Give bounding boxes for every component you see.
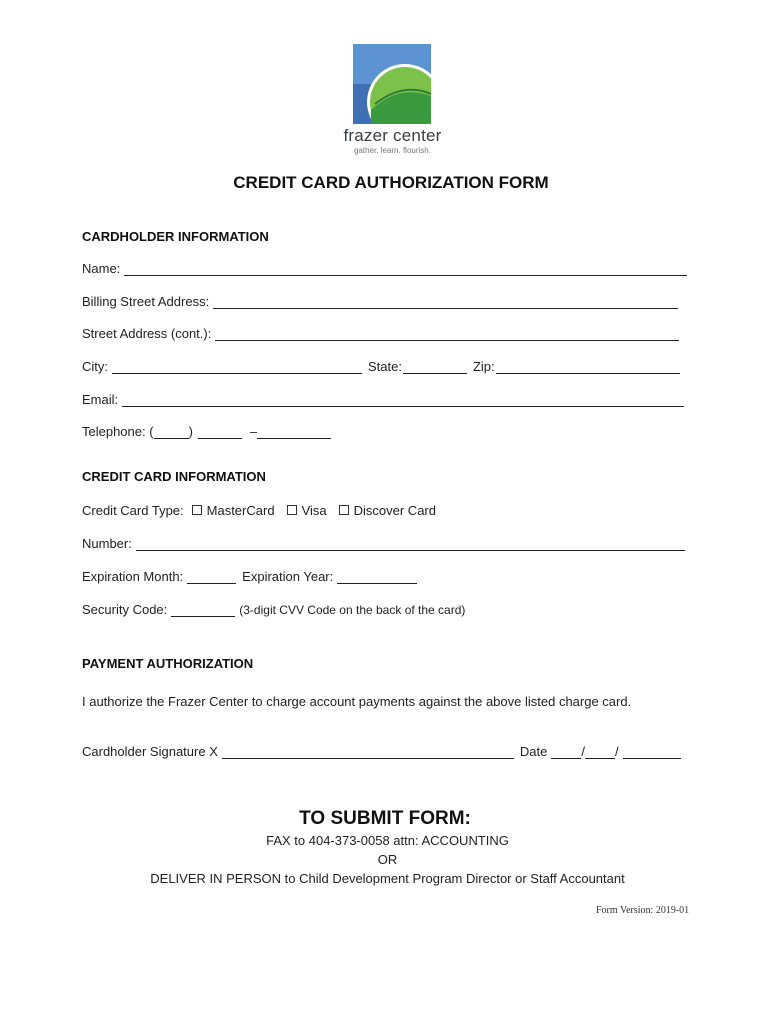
mastercard-checkbox[interactable]: [192, 505, 202, 515]
billing-label: Billing Street Address:: [82, 294, 210, 309]
brand-name: frazer center: [343, 126, 442, 145]
form-version: Form Version: 2019-01: [596, 905, 690, 916]
credit-card-heading: CREDIT CARD INFORMATION: [82, 469, 266, 484]
frazer-center-logo-icon: [353, 44, 431, 124]
date-sep-1: /: [581, 744, 585, 759]
payment-heading: PAYMENT AUTHORIZATION: [82, 656, 254, 671]
name-label: Name:: [82, 261, 121, 276]
number-row: [82, 536, 685, 551]
signature-field[interactable]: [222, 746, 514, 759]
form-title: CREDIT CARD AUTHORIZATION FORM: [233, 173, 549, 192]
email-row: [82, 392, 684, 407]
card-type-label: Credit Card Type:: [82, 503, 184, 518]
phone-prefix-field[interactable]: [198, 426, 242, 439]
street-cont-field[interactable]: [215, 328, 679, 341]
email-label: Email:: [82, 392, 119, 407]
exp-year-field[interactable]: [337, 571, 417, 584]
date-sep-2: /: [614, 744, 619, 759]
security-label: Security Code:: [82, 602, 168, 617]
telephone-dash: –: [249, 424, 258, 439]
card-number-field[interactable]: [136, 538, 685, 551]
visa-checkbox[interactable]: [287, 505, 297, 515]
telephone-row: [82, 424, 331, 439]
telephone-label: Telephone: (: [82, 424, 154, 439]
billing-row: [82, 294, 678, 309]
security-row: [82, 602, 465, 617]
visa-label: Visa: [301, 503, 327, 518]
brand-tagline: gather. learn. flourish.: [354, 146, 431, 155]
phone-line-field[interactable]: [257, 426, 331, 439]
street-cont-label: Street Address (cont.):: [82, 326, 212, 341]
security-code-field[interactable]: [171, 604, 235, 617]
cardholder-heading: CARDHOLDER INFORMATION: [82, 229, 269, 244]
date-label: Date: [519, 744, 548, 759]
exp-month-field[interactable]: [187, 571, 236, 584]
telephone-close: ): [188, 424, 193, 439]
state-field[interactable]: [403, 361, 467, 374]
email-field[interactable]: [122, 394, 684, 407]
or-text: OR: [377, 852, 398, 867]
billing-field[interactable]: [213, 296, 678, 309]
card-type-row: [82, 503, 436, 518]
area-code-field[interactable]: [154, 426, 189, 439]
date-year-field[interactable]: [623, 746, 681, 759]
mastercard-label: MasterCard: [206, 503, 275, 518]
security-note: (3-digit CVV Code on the back of the card): [239, 603, 466, 617]
state-label: State:: [368, 359, 402, 374]
city-row: [82, 359, 680, 374]
signature-label: Cardholder Signature X: [82, 744, 218, 759]
authorization-statement: I authorize the Frazer Center to charge account payments against the above listed charge card.: [82, 694, 632, 709]
name-row: [82, 261, 687, 276]
city-label: City:: [82, 359, 108, 374]
city-field[interactable]: [112, 361, 362, 374]
discover-checkbox[interactable]: [339, 505, 349, 515]
date-month-field[interactable]: [551, 746, 581, 759]
zip-label: Zip:: [472, 359, 495, 374]
street-cont-row: [82, 326, 679, 341]
deliver-instruction: DELIVER IN PERSON to Child Development Program Director or Staff Accountant: [150, 871, 625, 886]
date-day-field[interactable]: [585, 746, 615, 759]
expiration-row: [82, 569, 417, 584]
zip-field[interactable]: [496, 361, 680, 374]
fax-instruction: FAX to 404-373-0058 attn: ACCOUNTING: [266, 833, 509, 848]
signature-row: [82, 744, 681, 759]
exp-month-label: Expiration Month:: [82, 569, 184, 584]
number-label: Number:: [82, 536, 132, 551]
submit-heading: TO SUBMIT FORM:: [299, 808, 471, 829]
exp-year-label: Expiration Year:: [242, 569, 334, 584]
discover-label: Discover Card: [353, 503, 436, 518]
name-field[interactable]: [124, 263, 687, 276]
